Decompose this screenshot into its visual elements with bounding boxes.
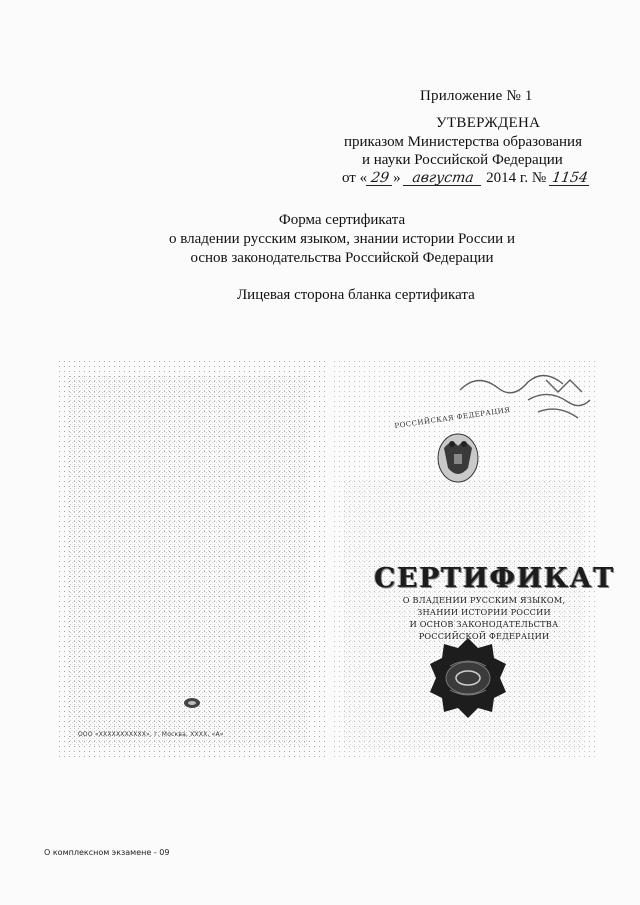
form-title-line-2: о владении русским языком, знании истории России и bbox=[169, 231, 515, 247]
handwritten-order-number: 1154 bbox=[549, 171, 591, 186]
certificate-arc-label: РОССИЙСКАЯ ФЕДЕРАЦИЯ bbox=[394, 405, 511, 431]
printer-imprint: ООО «XXXXXXXXXXX», г. Москва, XXXX, «А» bbox=[78, 731, 224, 738]
appendix-number: Приложение № 1 bbox=[420, 88, 533, 104]
order-from-label: от « bbox=[342, 170, 368, 186]
order-date-line bbox=[342, 170, 590, 187]
handwritten-day: 29 bbox=[366, 171, 394, 186]
approved-by-order-line: приказом Министерства образования bbox=[344, 134, 582, 150]
certificate-subtitle-line-2: ЗНАНИИ ИСТОРИИ РОССИИ bbox=[417, 607, 551, 617]
certificate-title: СЕРТИФИКАТ bbox=[374, 563, 615, 594]
form-title-line-3: основ законодательства Российской Федерации bbox=[190, 250, 494, 266]
certificate-blank-image bbox=[58, 360, 615, 785]
certificate-subtitle-line-1: О ВЛАДЕНИИ РУССКИМ ЯЗЫКОМ, bbox=[402, 595, 566, 605]
certificate-subtitle-line-4: РОССИЙСКОЙ ФЕДЕРАЦИИ bbox=[418, 631, 550, 641]
form-title-line-1: Форма сертификата bbox=[278, 212, 406, 228]
face-side-title: Лицевая сторона бланка сертификата bbox=[237, 287, 475, 303]
certificate-subtitle-line-3: И ОСНОВ ЗАКОНОДАТЕЛЬСТВА bbox=[409, 619, 559, 629]
footer-note: О комплексном экзамене - 09 bbox=[44, 848, 170, 857]
ministry-line: и науки Российской Федерации bbox=[362, 152, 563, 168]
order-year-label: 2014 г. № bbox=[486, 170, 547, 186]
order-close-quote: » bbox=[393, 170, 401, 186]
coat-of-arms-emblem bbox=[438, 434, 478, 482]
handwritten-month: августа bbox=[403, 171, 483, 186]
small-mark bbox=[184, 698, 200, 708]
approved-heading: УТВЕРЖДЕНА bbox=[436, 115, 541, 131]
